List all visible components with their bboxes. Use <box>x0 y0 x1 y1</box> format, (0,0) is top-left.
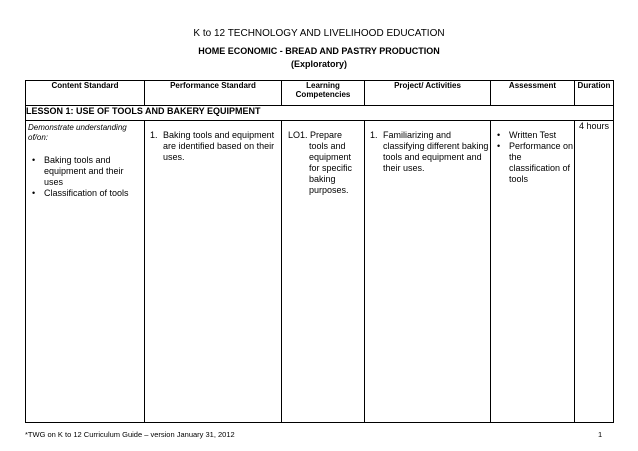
learning-competencies-cell <box>282 121 365 423</box>
column-header-assessment: Assessment <box>491 81 575 106</box>
lesson-title: LESSON 1: USE OF TOOLS AND BAKERY EQUIPMENT <box>26 106 614 121</box>
list-item: • Baking tools and equipment and their uses <box>44 155 144 188</box>
assessment-cell <box>491 121 575 423</box>
project-activities-cell <box>365 121 491 423</box>
table-row <box>26 121 614 423</box>
page-number: 1 <box>598 430 603 439</box>
performance-standard-cell <box>145 121 282 423</box>
list-item <box>163 130 281 163</box>
table-header-row <box>26 81 614 106</box>
list-item: • Written Test <box>509 130 574 141</box>
column-header-learning-competencies: Learning Competencies <box>282 81 365 106</box>
lesson-row <box>26 106 614 121</box>
competency-code: LO1. Prepare <box>288 130 343 140</box>
duration-cell: 4 hours <box>575 121 614 423</box>
document-title: K to 12 TECHNOLOGY AND LIVELIHOOD EDUCATION <box>193 28 445 39</box>
column-header-content-standard: Content Standard <box>26 81 145 106</box>
list-item: • Classification of tools <box>44 188 144 199</box>
list-item-text: Baking tools and equipment are identified based on their uses. <box>163 130 275 162</box>
list-item <box>383 130 490 174</box>
content-standard-list <box>26 155 144 199</box>
list-item-text: Familiarizing and classifying different baking tools and equipment and their uses. <box>383 130 489 173</box>
column-header-project-activities: Project/ Activities <box>365 81 491 106</box>
project-activities-list <box>365 130 490 174</box>
competency-text: tools and equipment for specific baking purposes. <box>309 141 353 195</box>
performance-standard-list <box>145 130 281 163</box>
column-header-duration: Duration <box>575 81 614 106</box>
document-subtitle: HOME ECONOMIC - BREAD AND PASTRY PRODUCTION <box>198 46 440 56</box>
footer-note: *TWG on K to 12 Curriculum Guide – version January 31, 2012 <box>25 430 235 439</box>
column-header-performance-standard: Performance Standard <box>145 81 282 106</box>
content-standard-cell <box>26 121 145 423</box>
list-item: • Performance on the classification of tools <box>509 141 574 185</box>
content-standard-intro: Demonstrate understanding of/on: <box>28 123 127 142</box>
curriculum-table <box>25 80 614 423</box>
assessment-list <box>491 130 574 185</box>
document-subtitle-qualifier: (Exploratory) <box>290 59 347 69</box>
